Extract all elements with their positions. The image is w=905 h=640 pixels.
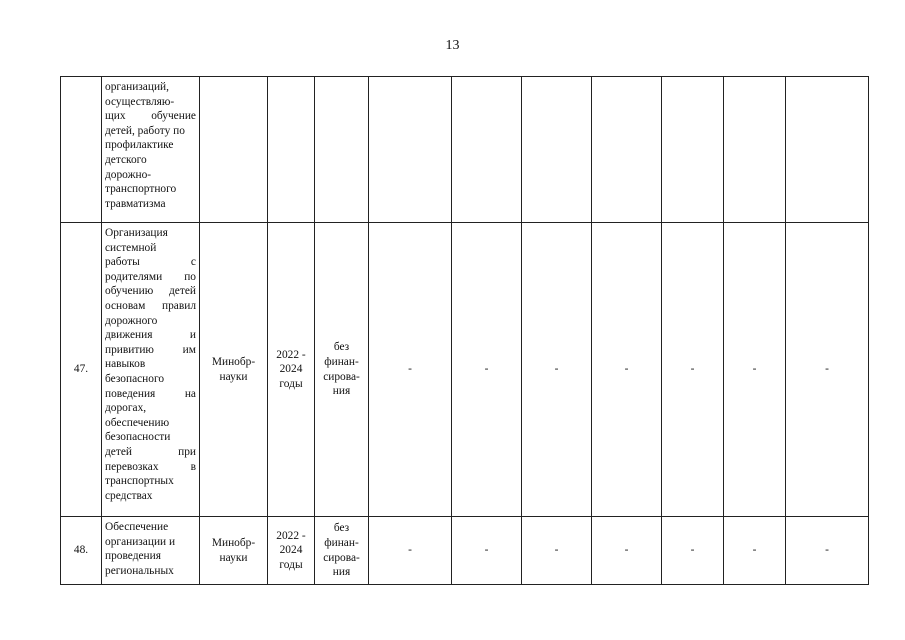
measure-name-line: системной [105, 241, 157, 254]
executor-cell [200, 77, 268, 223]
measure-name-line: родителями по [105, 270, 196, 283]
measures-table [60, 76, 869, 585]
term-cell: 2022 - 2024 годы [268, 223, 315, 517]
value-cell: - [724, 223, 786, 517]
measure-name-line: обучению детей [105, 285, 196, 298]
measure-name-line: средствах [105, 489, 153, 502]
value-cell: - [452, 517, 522, 585]
measure-name-line: детей при [105, 445, 196, 458]
table-row [61, 223, 869, 517]
measure-name-line: организации и [105, 535, 176, 548]
measure-name-line: Обеспечение [105, 521, 169, 533]
measure-name-line: обеспечению [105, 416, 170, 429]
measure-name-line: детей, работу по [105, 124, 185, 137]
measure-name [102, 77, 200, 223]
row-number: 47. [61, 223, 102, 517]
measure-name-line: дорожно- [105, 168, 152, 181]
row-number: 48. [61, 517, 102, 585]
value-cell: - [522, 517, 592, 585]
measure-name-line: щих обучение [105, 110, 196, 123]
value-cell: - [522, 223, 592, 517]
executor-cell: Минобр-науки [200, 223, 268, 517]
value-cell: - [786, 223, 869, 517]
measure-name-line: детского [105, 153, 147, 166]
value-cell: - [786, 517, 869, 585]
financing-cell: без финан-сирова-ния [315, 223, 369, 517]
value-cell [724, 77, 786, 223]
value-cell [662, 77, 724, 223]
measure-name-line: транспортного [105, 183, 177, 196]
value-cell: - [662, 517, 724, 585]
measure-name-line: организаций, [105, 81, 169, 93]
measure-name-line: региональных [105, 564, 174, 577]
measure-name-line: безопасности [105, 431, 171, 444]
value-cell [452, 77, 522, 223]
measure-name-line: проведения [105, 550, 161, 563]
executor-cell: Минобр-науки [200, 517, 268, 585]
value-cell: - [369, 517, 452, 585]
table-body [61, 77, 869, 585]
measure-name-line: работы с [105, 256, 196, 269]
value-cell [522, 77, 592, 223]
measure-name-line: осуществляю- [105, 95, 175, 108]
measure-name-line: дорогах, [105, 402, 147, 415]
financing-cell: без финан-сирова-ния [315, 517, 369, 585]
measure-name [102, 223, 200, 517]
measure-name-line: основам правил [105, 299, 196, 312]
value-cell: - [662, 223, 724, 517]
measure-name-line: транспортных [105, 475, 174, 488]
term-cell: 2022 - 2024 годы [268, 517, 315, 585]
term-cell [268, 77, 315, 223]
value-cell: - [452, 223, 522, 517]
row-number [61, 77, 102, 223]
value-cell [369, 77, 452, 223]
measure-name-line: поведения на [105, 387, 196, 400]
measure-name-line: навыков [105, 358, 146, 371]
value-cell: - [592, 223, 662, 517]
value-cell [592, 77, 662, 223]
value-cell: - [369, 223, 452, 517]
measure-name-line: Организация [105, 227, 168, 239]
measure-name [102, 517, 200, 585]
value-cell: - [592, 517, 662, 585]
table-row [61, 517, 869, 585]
measure-name-line: травматизма [105, 197, 166, 210]
value-cell: - [724, 517, 786, 585]
page-number: 13 [445, 38, 460, 53]
measure-name-line: привитию им [105, 343, 196, 356]
table-row [61, 77, 869, 223]
financing-cell [315, 77, 369, 223]
measure-name-line: дорожного [105, 314, 158, 327]
measure-name-line: безопасного [105, 372, 165, 385]
value-cell [786, 77, 869, 223]
measure-name-line: профилактике [105, 139, 174, 152]
measure-name-line: движения и [105, 329, 196, 342]
measure-name-line: перевозках в [105, 460, 196, 473]
